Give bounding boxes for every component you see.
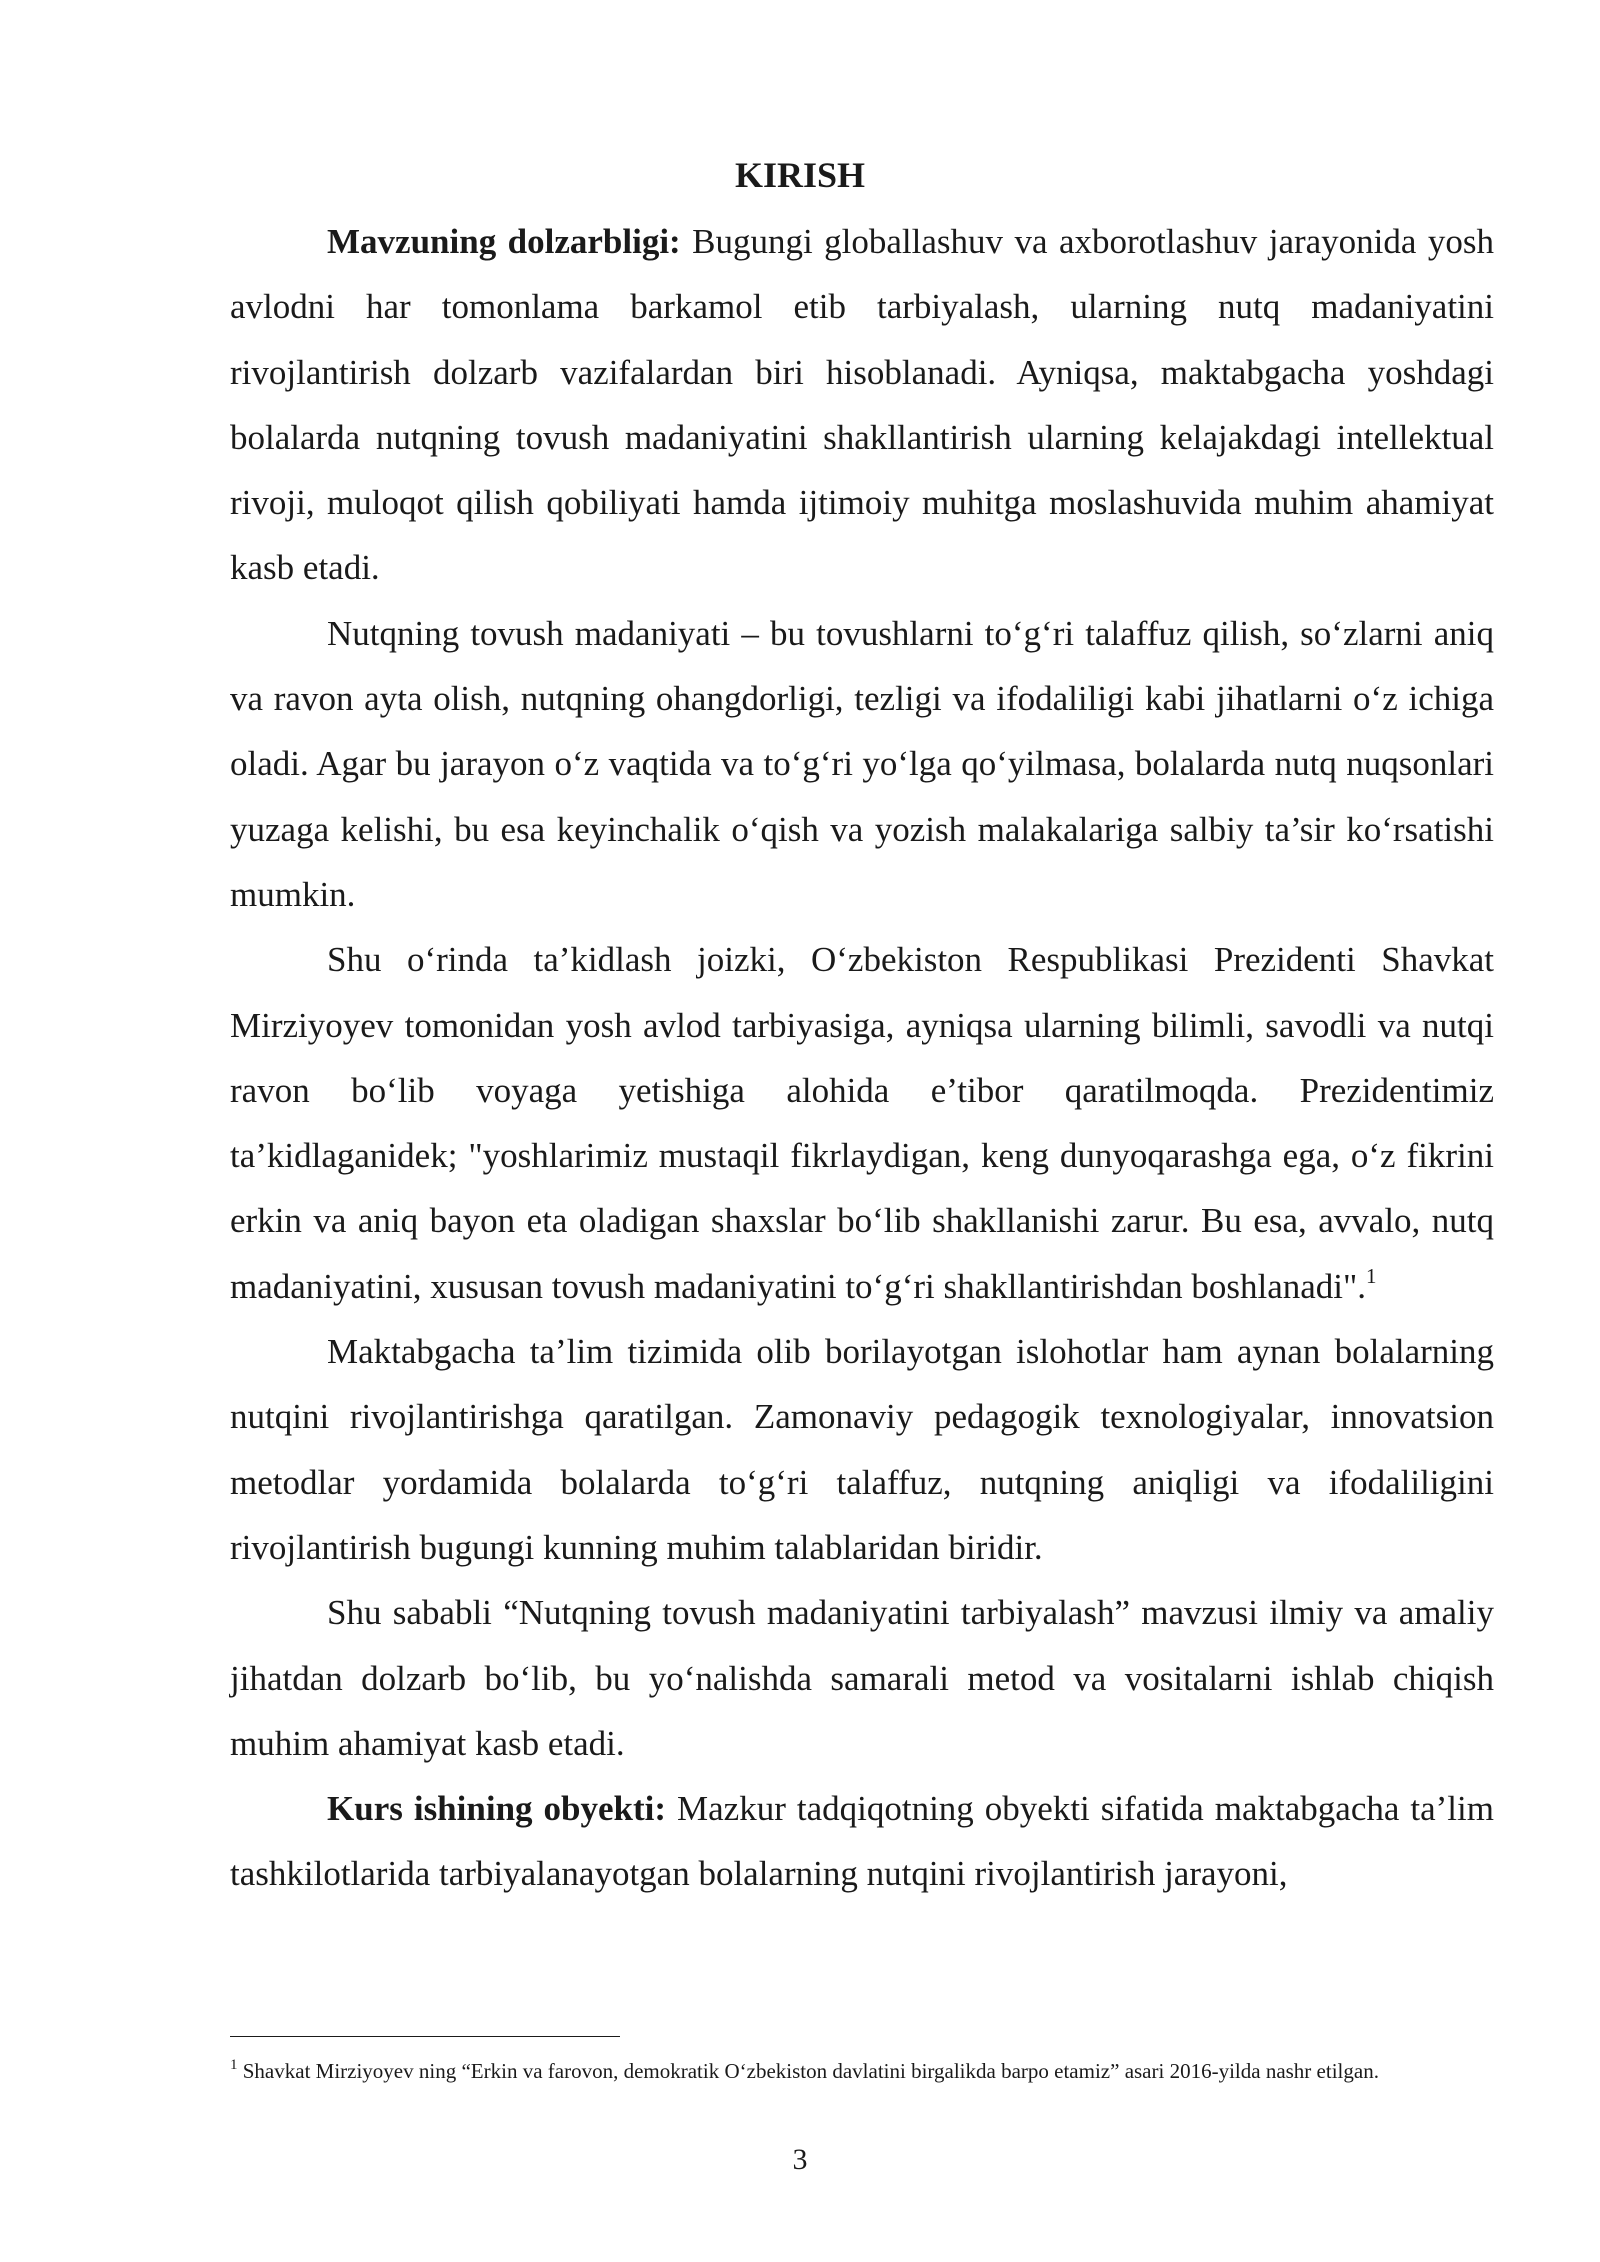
footnote-reference[interactable]: 1 [1366, 1263, 1377, 1288]
paragraph-text: Shu o‘rinda ta’kidlash joizki, O‘zbekiston Respublikasi Prezidenti Shavkat Mirziyoyev tomonidan yosh avlod tarbiyasiga, ayniqsa ularning bilimli, savodli va nutqi ravon bo‘lib voyaga yetishiga alohida e’tibor qaratilmoqda. Prezidentimiz ta’kidlaganidek; "yoshlarimiz mustaqil fikrlaydigan, keng dunyoqarashga ega, o‘z fikrini erkin va aniq bayon eta oladigan shaxslar bo‘lib shakllanishi zarur. Bu esa, avvalo, nutq madaniyatini, xususan tovush madaniyatini to‘g‘ri shakllantirishdan boshlanadi". [230, 940, 1494, 1306]
paragraph-text: Shu sababli “Nutqning tovush madaniyatini tarbiyalash” mavzusi ilmiy va amaliy jihatdan dolzarb bo‘lib, bu yo‘nalishda samarali metod va vositalarni ishlab chiqish muhim ahamiyat kasb etadi. [230, 1593, 1494, 1763]
footnote-text: Shavkat Mirziyoyev ning “Erkin va farovon, demokratik O‘zbekiston davlatini birgalikda barpo etamiz” asari 2016-yilda nashr etilgan. [237, 2059, 1379, 2083]
page-number: 3 [792, 2143, 808, 2176]
paragraph-sound-culture [230, 601, 1494, 927]
paragraph-reforms [230, 1319, 1494, 1580]
paragraph-president-quote [230, 927, 1494, 1319]
paragraph-text: Maktabgacha ta’lim tizimida olib borilayotgan islohotlar ham aynan bolalarning nutqini rivojlantirishga qaratilgan. Zamonaviy pedagogik texnologiyalar, innovatsion metodlar yordamida bolalarda to‘g‘ri talaffuz, nutqning aniqligi va ifodaliligini rivojlantirish bugungi kunning muhim talablaridan biridir. [230, 1332, 1494, 1567]
paragraph-topic-relevance [230, 1580, 1494, 1776]
paragraph-text: Bugungi globallashuv va axborotlashuv jarayonida yosh avlodni har tomonlama barkamol etib tarbiyalash, ularning nutq madaniyatini rivojlantirish dolzarb vazifalardan biri hisoblanadi. Ayniqsa, maktabgacha yoshdagi bolalarda nutqning tovush madaniyatini shakllantirish ularning kelajakdagi intellektual rivoji, muloqot qilish qobiliyati hamda ijtimoiy muhitga moslashuvida muhim ahamiyat kasb etadi. [230, 222, 1494, 588]
paragraph-lead: Kurs ishining obyekti: [327, 1789, 667, 1829]
footnote [230, 2055, 1494, 2088]
paragraph-lead: Mavzuning dolzarbligi: [327, 222, 681, 261]
body-text [230, 209, 1494, 1907]
footnote-divider [230, 2036, 620, 2037]
paragraph-text: Nutqning tovush madaniyati – bu tovushlarni to‘g‘ri talaffuz qilish, so‘zlarni aniq va ravon ayta olish, nutqning ohangdorligi, tezligi va ifodaliligi kabi jihatlarni o‘z ichiga oladi. Agar bu jarayon o‘z vaqtida va to‘g‘ri yo‘lga qo‘yilmasa, bolalarda nutq nuqsonlari yuzaga kelishi, bu esa keyinchalik o‘qish va yozish malakalariga salbiy ta’sir ko‘rsatishi mumkin. [230, 613, 1494, 914]
paragraph-relevance [230, 209, 1494, 601]
paragraph-text: Mazkur tadqiqotning obyekti sifatida maktabgacha ta’lim tashkilotlarida tarbiyalanayotgan bolalarning nutqini rivojlantirish jarayoni, [230, 1789, 1494, 1894]
footnote-number: 1 [230, 2057, 238, 2073]
page-title: KIRISH [734, 155, 866, 195]
paragraph-research-object [230, 1776, 1494, 1907]
